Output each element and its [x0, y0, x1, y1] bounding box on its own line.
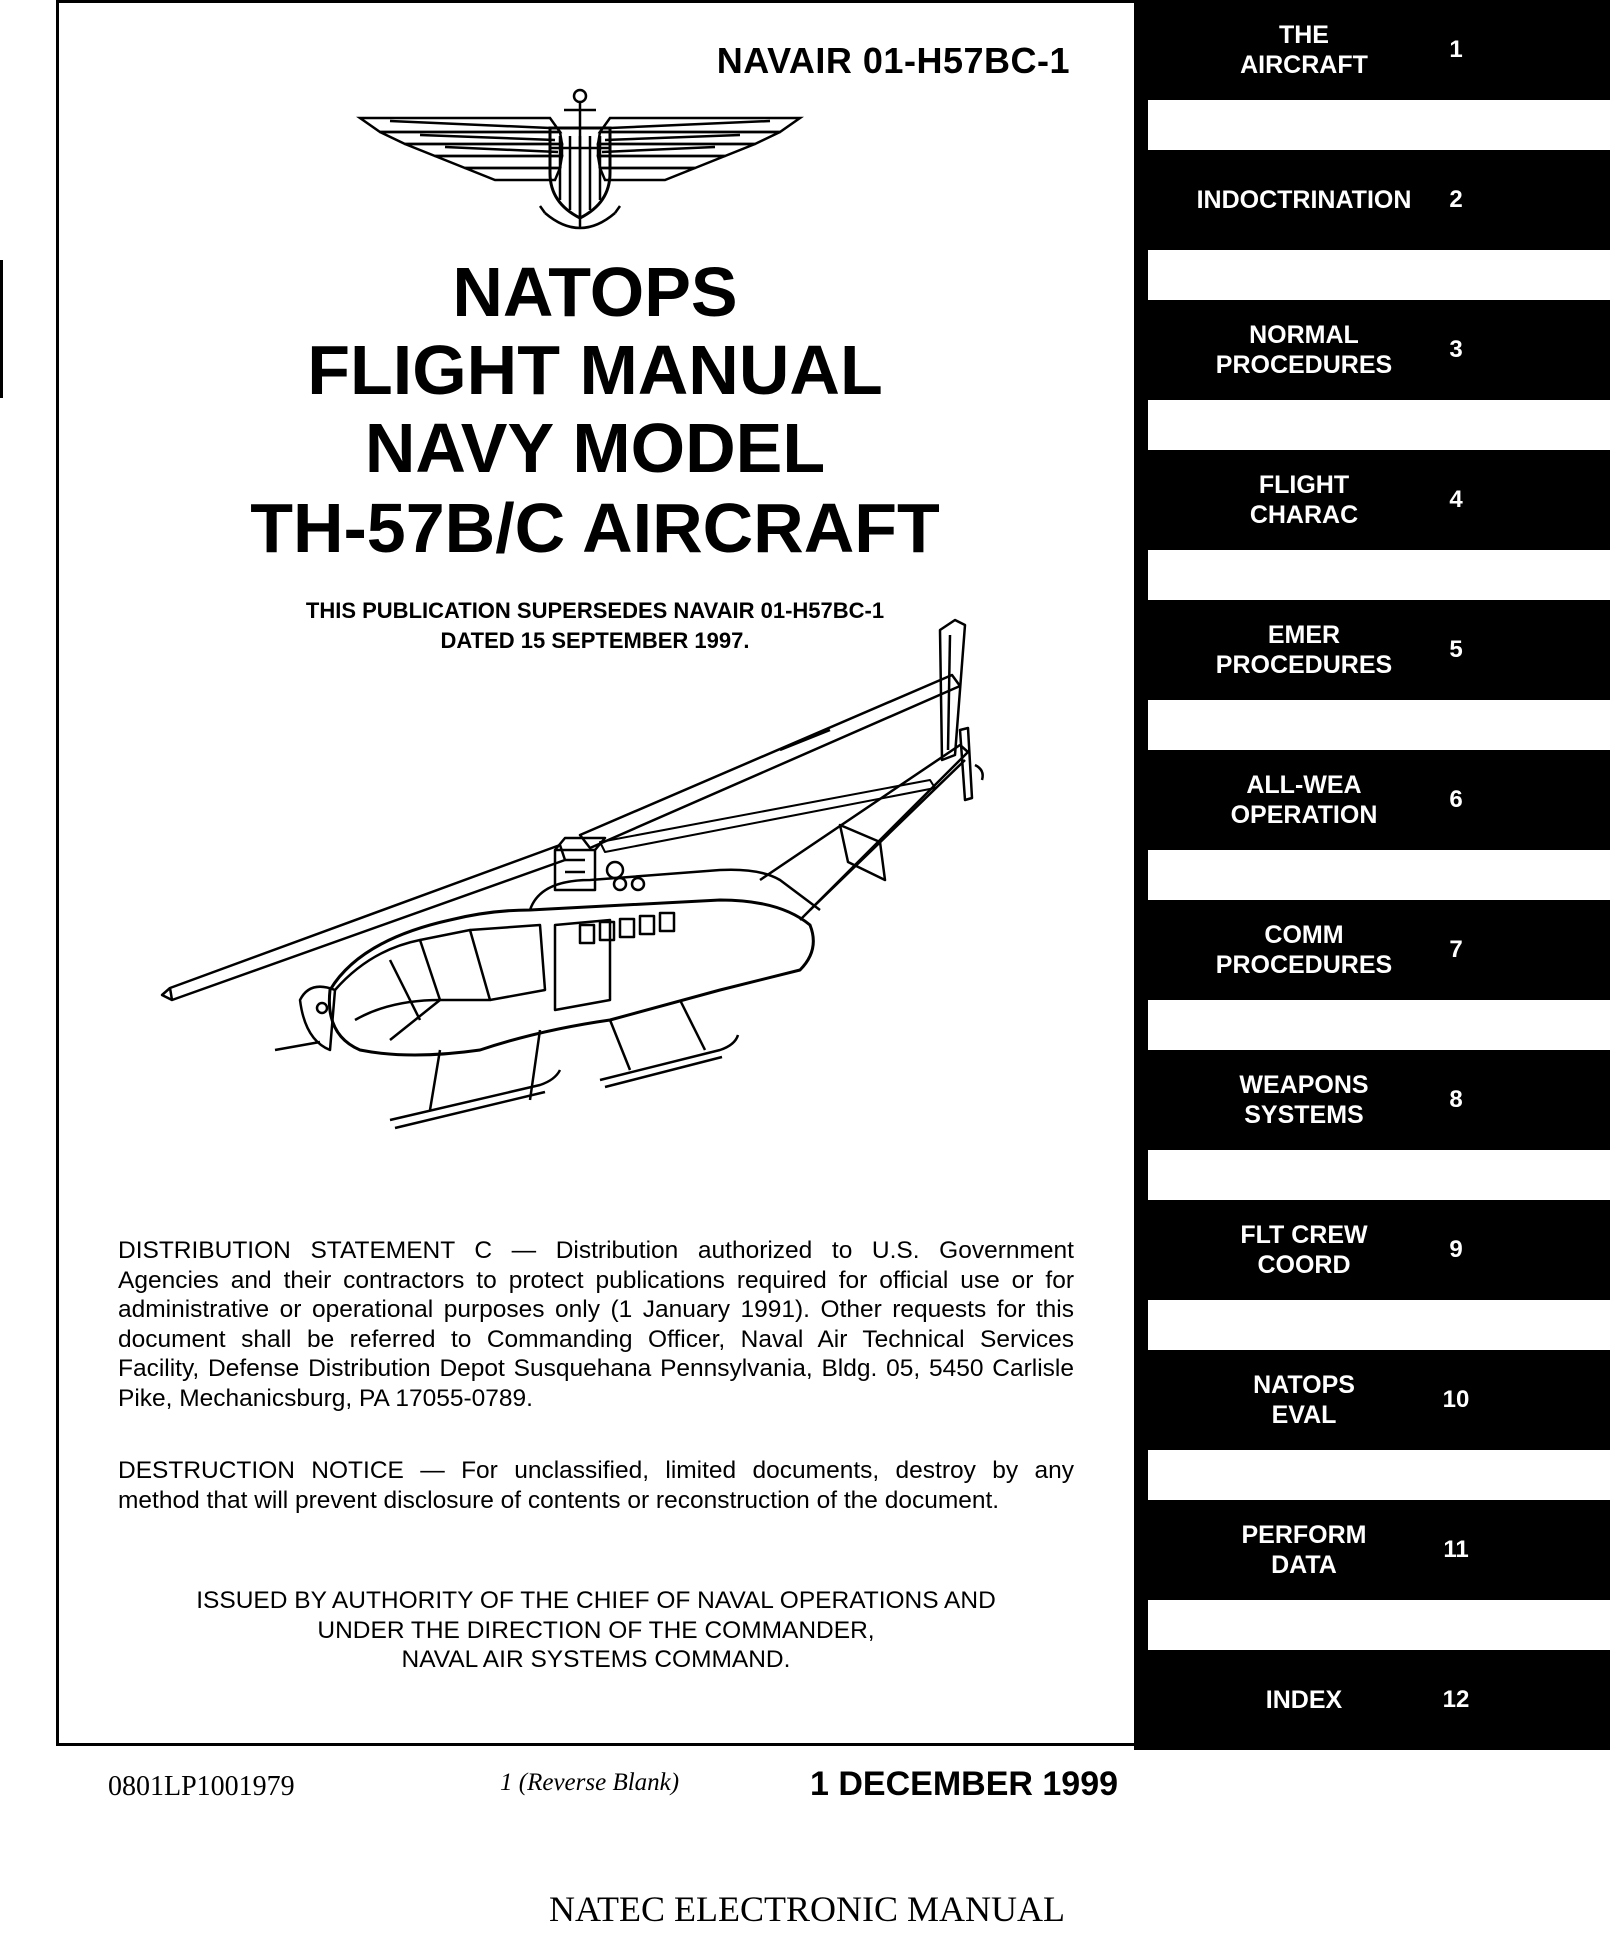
section-tabs — [1134, 0, 1614, 1746]
title-aircraft-model: TH-57B/C AIRCRAFT — [250, 489, 940, 567]
tab-number: 6 — [1449, 786, 1463, 813]
distribution-statement: DISTRIBUTION STATEMENT C — Distribution authorized to U.S. Government Agencies and their contractors to protect publications required for official use or for administrative or operational purposes only (1 January 1991). Other requests for this document shall be referred to Commanding Officer, Naval Air Technical Services Facility, Defense Distribution Depot Susquehana Pennsylvania, Bldg. 05, 5450 Carlisle Pike, Mechanicsburg, PA 17055-0789. — [118, 1237, 1074, 1412]
tab-label: INDEX — [1265, 1686, 1343, 1714]
tab-comm-procedures[interactable] — [1134, 900, 1610, 1000]
tab-number: 1 — [1449, 36, 1463, 63]
issued-by-line-2: UNDER THE DIRECTION OF THE COMMANDER, — [317, 1616, 875, 1644]
supersedes-line-2: DATED 15 SEPTEMBER 1997. — [440, 628, 750, 653]
tab-number: 9 — [1449, 1236, 1463, 1263]
title-flight-manual: FLIGHT MANUAL — [307, 331, 883, 409]
tab-the-aircraft[interactable] — [1134, 0, 1610, 100]
tab-all-wea-operation[interactable] — [1134, 750, 1610, 850]
footer-date: 1 DECEMBER 1999 — [810, 1765, 1119, 1803]
issued-by-line-3: NAVAL AIR SYSTEMS COMMAND. — [401, 1646, 791, 1673]
tab-number: 3 — [1449, 336, 1463, 363]
helicopter-illustration — [160, 580, 1060, 1180]
tab-index[interactable] — [1134, 1650, 1610, 1750]
tab-label: WEAPONS SYSTEMS — [1239, 1071, 1369, 1129]
tab-number: 5 — [1449, 636, 1463, 663]
tab-label: PERFORM DATA — [1241, 1521, 1367, 1579]
tab-number: 10 — [1442, 1386, 1470, 1413]
tab-number: 7 — [1449, 936, 1463, 963]
tab-number: 4 — [1449, 486, 1463, 513]
tab-label: INDOCTRINATION — [1196, 186, 1412, 214]
destruction-notice: DESTRUCTION NOTICE — For unclassified, limited documents, destroy by any method that will prevent disclosure of contents or reconstruction of the document. — [118, 1457, 1074, 1514]
tab-label: FLT CREW COORD — [1240, 1221, 1368, 1279]
tab-label: FLIGHT CHARAC — [1249, 471, 1359, 529]
tab-indoctrination[interactable] — [1134, 150, 1610, 250]
tab-perform-data[interactable] — [1134, 1500, 1610, 1600]
issued-by-line-1: ISSUED BY AUTHORITY OF THE CHIEF OF NAVAL OPERATIONS AND — [196, 1587, 996, 1614]
tab-label: NORMAL PROCEDURES — [1215, 321, 1393, 379]
tab-weapons-systems[interactable] — [1134, 1050, 1610, 1150]
footer-page-number: 1 (Reverse Blank) — [500, 1769, 680, 1796]
naval-aviator-wings-icon — [350, 88, 810, 238]
tab-natops-eval[interactable] — [1134, 1350, 1610, 1450]
tab-label: NATOPS EVAL — [1253, 1371, 1355, 1429]
tab-label: COMM PROCEDURES — [1215, 921, 1393, 979]
tab-label: EMER PROCEDURES — [1215, 621, 1393, 679]
title-navy-model: NAVY MODEL — [364, 409, 826, 487]
publisher-footer: NATEC ELECTRONIC MANUAL — [549, 1889, 1065, 1929]
margin-mark — [0, 260, 3, 398]
supersedes-line-1: THIS PUBLICATION SUPERSEDES NAVAIR 01-H57BC-1 — [305, 598, 885, 623]
tab-number: 12 — [1442, 1686, 1470, 1713]
tab-number: 8 — [1449, 1086, 1463, 1113]
document-number: NAVAIR 01-H57BC-1 — [716, 40, 1070, 81]
issued-by — [118, 1586, 1074, 1675]
tab-label: ALL-WEA OPERATION — [1230, 771, 1378, 829]
tab-number: 11 — [1443, 1536, 1469, 1563]
tab-normal-procedures[interactable] — [1134, 300, 1610, 400]
tab-emer-procedures[interactable] — [1134, 600, 1610, 700]
footer-code: 0801LP1001979 — [108, 1771, 295, 1802]
tab-number: 2 — [1449, 186, 1463, 213]
tab-label: THE AIRCRAFT — [1240, 21, 1368, 79]
title-natops: NATOPS — [452, 253, 738, 331]
tab-flt-crew-coord[interactable] — [1134, 1200, 1610, 1300]
tab-flight-charac[interactable] — [1134, 450, 1610, 550]
